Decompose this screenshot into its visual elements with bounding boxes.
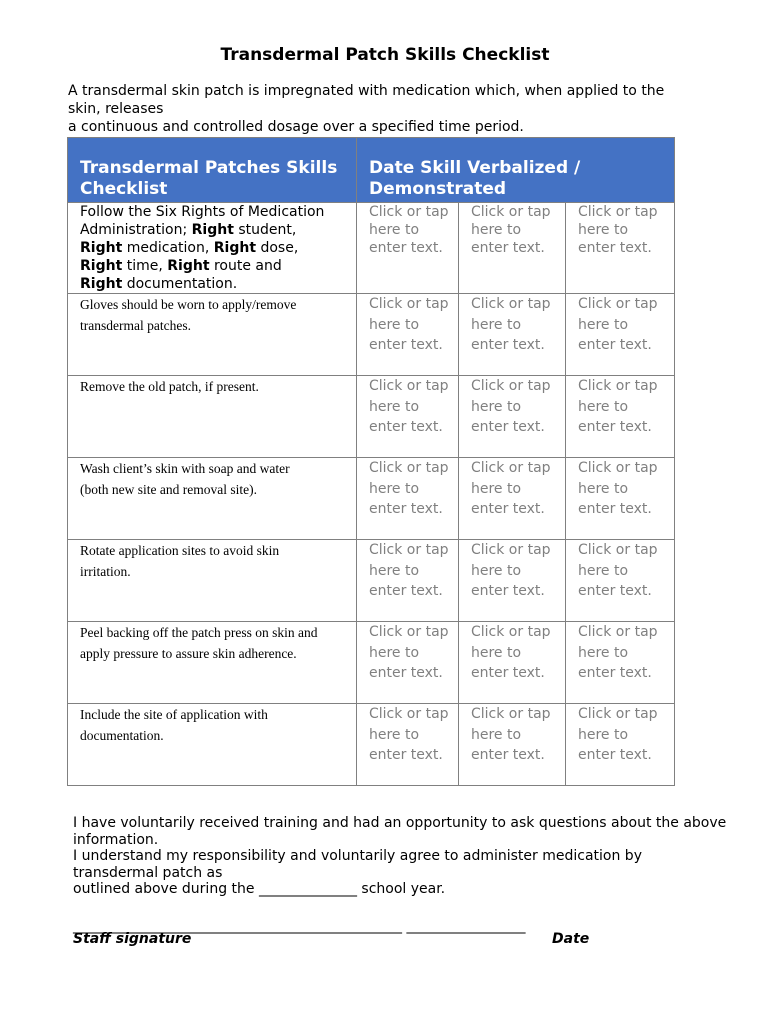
date-entry-field[interactable]: Click or tap here to enter text. bbox=[459, 540, 566, 622]
skill-cell: Peel backing off the patch press on skin and apply pressure to assure skin adherence. bbox=[68, 622, 357, 704]
intro-line: A transdermal skin patch is impregnated with medication which, when applied to the bbox=[68, 83, 665, 99]
header-skills: Transdermal Patches Skills Checklist bbox=[68, 138, 357, 203]
table-row bbox=[68, 704, 675, 786]
date-entry-field[interactable]: Click or tap here to enter text. bbox=[459, 376, 566, 458]
acknowledgement-line: I understand my responsibility and voluntarily agree to administer medication by bbox=[73, 848, 642, 864]
date-entry-field[interactable]: Click or tap here to enter text. bbox=[357, 540, 459, 622]
acknowledgement-line: outlined above during the ______________ school year. bbox=[73, 881, 446, 897]
signature-line: _______________________________________________ _________________ bbox=[73, 918, 526, 934]
intro-line: skin, releases bbox=[68, 101, 164, 117]
table-header-row bbox=[68, 138, 675, 203]
table-row bbox=[68, 294, 675, 376]
date-entry-field[interactable]: Click or tap here to enter text. bbox=[459, 704, 566, 786]
date-entry-field[interactable]: Click or tap here to enter text. bbox=[357, 704, 459, 786]
date-entry-field[interactable]: Click or tap here to enter text. bbox=[357, 622, 459, 704]
skill-cell: Include the site of application with documentation. bbox=[68, 704, 357, 786]
table-row bbox=[68, 203, 675, 294]
header-date: Date Skill Verbalized / Demonstrated bbox=[357, 138, 675, 203]
date-entry-field[interactable]: Click or tap here to enter text. bbox=[357, 458, 459, 540]
staff-signature-label: Staff signature bbox=[73, 931, 192, 947]
skill-cell: Wash client’s skin with soap and water (both new site and removal site). bbox=[68, 458, 357, 540]
date-entry-field[interactable]: Click or tap here to enter text. bbox=[357, 203, 459, 294]
skill-cell: Gloves should be worn to apply/remove transdermal patches. bbox=[68, 294, 357, 376]
table-row bbox=[68, 376, 675, 458]
table-row bbox=[68, 622, 675, 704]
date-entry-field[interactable]: Click or tap here to enter text. bbox=[459, 622, 566, 704]
table-row bbox=[68, 540, 675, 622]
date-label: Date bbox=[552, 931, 590, 947]
date-entry-field[interactable]: Click or tap here to enter text. bbox=[566, 376, 675, 458]
date-entry-field[interactable]: Click or tap here to enter text. bbox=[357, 294, 459, 376]
skill-cell: Follow the Six Rights of Medication Administration; Right student, Right medication, Right dose, Right time, Right route and Right documentation. bbox=[68, 203, 357, 294]
date-entry-field[interactable]: Click or tap here to enter text. bbox=[357, 376, 459, 458]
date-entry-field[interactable]: Click or tap here to enter text. bbox=[566, 540, 675, 622]
acknowledgement-line: transdermal patch as bbox=[73, 864, 223, 881]
skill-cell: Rotate application sites to avoid skin irritation. bbox=[68, 540, 357, 622]
date-entry-field[interactable]: Click or tap here to enter text. bbox=[459, 203, 566, 294]
date-entry-field[interactable]: Click or tap here to enter text. bbox=[566, 203, 675, 294]
date-entry-field[interactable]: Click or tap here to enter text. bbox=[566, 294, 675, 376]
intro-paragraph bbox=[68, 82, 728, 136]
date-entry-field[interactable]: Click or tap here to enter text. bbox=[566, 704, 675, 786]
acknowledgement-line: information. bbox=[73, 831, 159, 848]
date-entry-field[interactable]: Click or tap here to enter text. bbox=[459, 294, 566, 376]
intro-line: a continuous and controlled dosage over a specified time period. bbox=[68, 119, 524, 135]
acknowledgement-line: I have voluntarily received training and had an opportunity to ask questions about the above bbox=[73, 815, 727, 831]
date-entry-field[interactable]: Click or tap here to enter text. bbox=[566, 622, 675, 704]
table-row bbox=[68, 458, 675, 540]
skill-cell: Remove the old patch, if present. bbox=[68, 376, 357, 458]
date-entry-field[interactable]: Click or tap here to enter text. bbox=[566, 458, 675, 540]
page-title: Transdermal Patch Skills Checklist bbox=[220, 45, 550, 65]
acknowledgement-paragraph bbox=[73, 815, 733, 898]
skills-checklist-table bbox=[67, 137, 675, 786]
date-entry-field[interactable]: Click or tap here to enter text. bbox=[459, 458, 566, 540]
